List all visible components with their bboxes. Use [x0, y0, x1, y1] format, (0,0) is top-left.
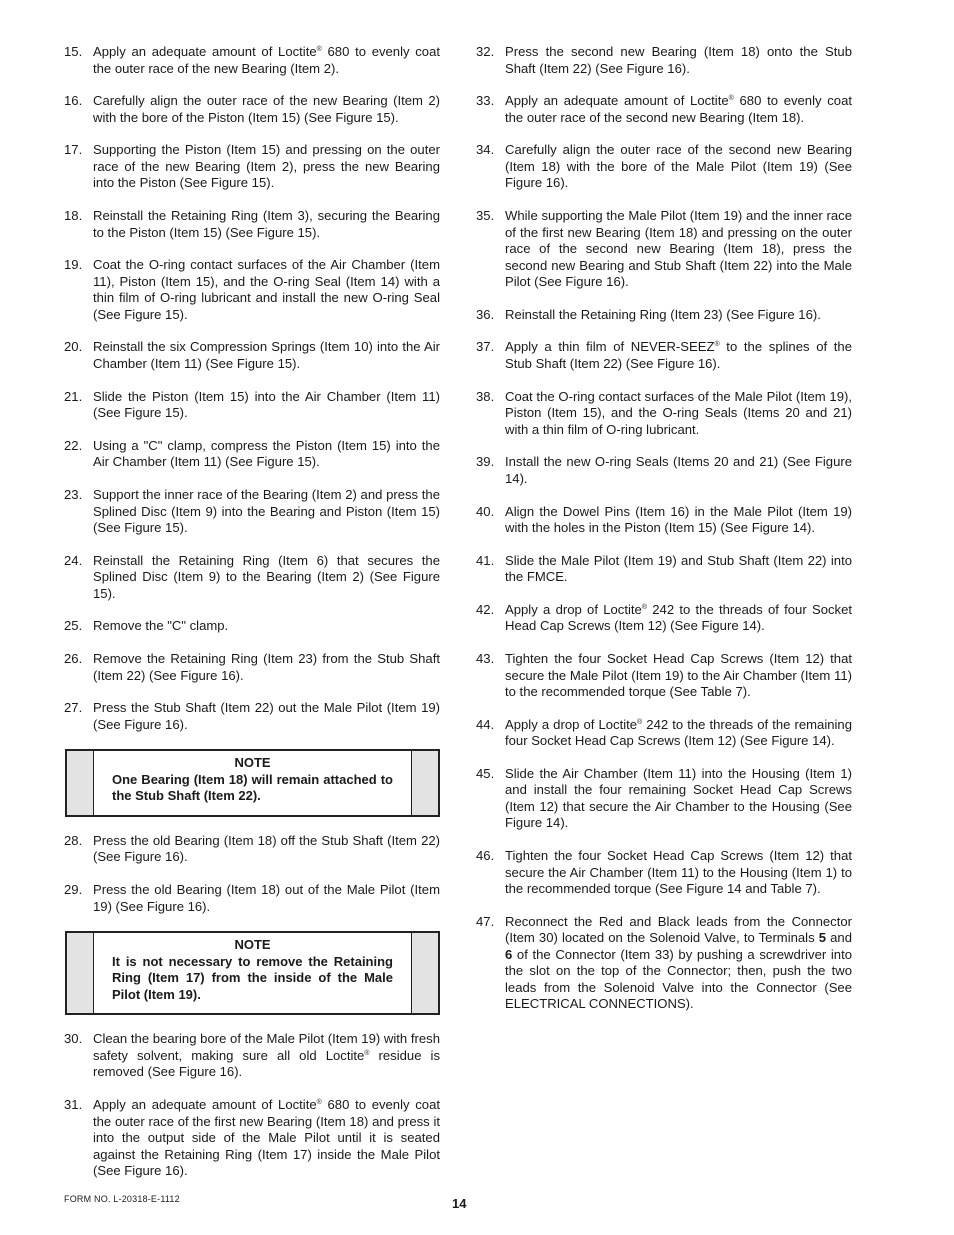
- instruction-step: [64, 142, 440, 192]
- note-title: NOTE: [234, 755, 271, 771]
- step-text: [93, 208, 440, 241]
- step-text: [505, 766, 852, 832]
- step-number: 42.: [476, 601, 495, 617]
- step-text: [505, 307, 852, 324]
- step-number: 21.: [64, 388, 83, 404]
- step-text: [505, 504, 852, 537]
- instruction-step: [64, 553, 440, 603]
- instruction-step: [64, 700, 440, 733]
- step-text: [93, 44, 440, 77]
- step-text-segment: Coat the O-ring contact surfaces of the Air Chamber (Item 11), Piston (Item 15), and the O-ring Seal (Item 14) with a thin film of O-ring lubricant and install the new O-ring Seal (See Figure 15).: [93, 257, 440, 322]
- registered-mark: ®: [637, 718, 643, 726]
- step-number: 37.: [476, 339, 495, 355]
- step-text-segment: Reinstall the six Compression Springs (Item 10) into the Air Chamber (Item 11) (See Figure 15).: [93, 339, 440, 371]
- instruction-step: [64, 339, 440, 372]
- step-text-segment: 680 to evenly coat the outer race of the new Bearing (Item 2).: [93, 44, 440, 76]
- note-body: [94, 751, 411, 815]
- step-text-segment: Align the Dowel Pins (Item 16) in the Male Pilot (Item 19) with the holes in the Piston (Item 15) (See Figure 14).: [505, 503, 852, 535]
- step-number: 28.: [64, 832, 83, 848]
- step-text: [93, 389, 440, 422]
- note-side-bar: [411, 751, 438, 815]
- step-number: 43.: [476, 651, 495, 667]
- step-number: 38.: [476, 388, 495, 404]
- step-number: 29.: [64, 882, 83, 898]
- step-text: [505, 142, 852, 192]
- step-number: 24.: [64, 552, 83, 568]
- step-text-segment: Carefully align the outer race of the new Bearing (Item 2) with the bore of the Piston (Item 15) (See Figure 15).: [93, 93, 440, 125]
- step-number: 18.: [64, 208, 83, 224]
- step-text-segment: 680 to evenly coat the outer race of the first new Bearing (Item 18) and press it into the output side of the Male Pilot until it is seated against the Retaining Ring (Item 17) inside the Male Pilot (See Figure 16).: [93, 1097, 440, 1178]
- step-text: [505, 208, 852, 291]
- step-text-segment: 242 to the threads of the remaining four Socket Head Cap Screws (Item 12) (See Figure 14).: [505, 716, 852, 749]
- note-box: [65, 931, 440, 1015]
- step-text-segment: Clean the bearing bore of the Male Pilot (Item 19) with fresh safety solvent, making sure all old Loctite: [93, 1031, 440, 1063]
- step-text-segment: Apply an adequate amount of Loctite: [93, 1097, 317, 1112]
- step-text: [505, 717, 852, 750]
- step-text: [505, 602, 852, 635]
- instruction-step: [64, 833, 440, 866]
- registered-mark: ®: [316, 46, 322, 53]
- step-text-segment: Reinstall the Retaining Ring (Item 3), securing the Bearing to the Piston (Item 15) (See Figure 15).: [93, 208, 440, 240]
- step-text: [93, 618, 440, 635]
- step-number: 19.: [64, 257, 83, 273]
- step-text: [93, 487, 440, 537]
- step-text: [505, 44, 852, 77]
- instruction-step: [476, 848, 852, 898]
- step-number: 34.: [476, 142, 495, 158]
- instruction-step: [64, 1097, 440, 1180]
- step-text-segment: Coat the O-ring contact surfaces of the Male Pilot (Item 19), Piston (Item 15), and the O-ring Seals (Items 20 and 21) with a thin film of O-ring lubricant.: [505, 388, 852, 437]
- registered-mark: ®: [714, 341, 720, 349]
- step-text: [505, 553, 852, 586]
- step-text-segment: residue is removed (See Figure 16).: [93, 1047, 441, 1080]
- note-title: NOTE: [234, 937, 271, 953]
- step-text-segment: to the splines of the Stub Shaft (Item 22) (See Figure 16).: [505, 339, 852, 371]
- step-number: 27.: [64, 700, 83, 716]
- note-side-bar: [67, 751, 94, 815]
- instruction-step: [476, 307, 852, 324]
- instruction-step: [476, 717, 852, 750]
- step-number: 32.: [476, 44, 495, 59]
- step-text-segment: Using a "C" clamp, compress the Piston (Item 15) into the Air Chamber (Item 11) (See Figure 15).: [93, 437, 440, 470]
- step-text-segment: Install the new O-ring Seals (Items 20 and 21) (See Figure 14).: [505, 454, 852, 486]
- step-number: 31.: [64, 1097, 83, 1112]
- step-text: [93, 93, 440, 126]
- instruction-step: [64, 208, 440, 241]
- note-side-bar: [411, 933, 438, 1013]
- instruction-step: [64, 257, 440, 323]
- note-box: [65, 749, 440, 817]
- step-text: [93, 700, 440, 733]
- step-text: [93, 1097, 440, 1180]
- right-column: [476, 44, 852, 1029]
- step-text-segment: Press the old Bearing (Item 18) off the Stub Shaft (Item 22) (See Figure 16).: [93, 832, 440, 865]
- step-text-segment: Support the inner race of the Bearing (Item 2) and press the Splined Disc (Item 9) into the Bearing and Piston (Item 15) (See Figure 15).: [93, 487, 440, 535]
- step-text-segment: Reinstall the Retaining Ring (Item 23) (See Figure 16).: [505, 306, 821, 322]
- step-text-segment: While supporting the Male Pilot (Item 19) and the inner race of the first new Bearing (Item 18) and pressing on the outer race of the second new Bearing (Item 18), press the second new Bearing and Stub Shaft (Item 22) into the Male Pilot (See Figure 16).: [505, 208, 852, 290]
- step-text: [505, 454, 852, 487]
- note-body: [94, 933, 411, 1013]
- step-text-segment: Reconnect the Red and Black leads from the Connector (Item 30) located on the Solenoid Valve, to Terminals: [505, 913, 852, 946]
- step-text-segment: Apply a drop of Loctite: [505, 601, 642, 617]
- step-text: [93, 651, 440, 684]
- step-text-segment: Press the second new Bearing (Item 18) onto the Stub Shaft (Item 22) (See Figure 16).: [505, 44, 852, 76]
- step-text: [505, 848, 852, 898]
- instruction-step: [476, 454, 852, 487]
- step-number: 26.: [64, 651, 83, 667]
- step-number: 25.: [64, 618, 83, 634]
- step-text-segment: and: [826, 930, 852, 946]
- step-text: [93, 438, 440, 471]
- form-number: FORM NO. L-20318-E-1112: [64, 1194, 180, 1204]
- instruction-step: [476, 389, 852, 439]
- instruction-step: [64, 1031, 440, 1081]
- instruction-step: [64, 487, 440, 537]
- instruction-step: [64, 882, 440, 915]
- step-text: [93, 1031, 440, 1081]
- instruction-step: [64, 438, 440, 471]
- registered-mark: ®: [641, 603, 647, 611]
- registered-mark: ®: [364, 1049, 370, 1057]
- instruction-step: [476, 602, 852, 635]
- note-text: One Bearing (Item 18) will remain attached to the Stub Shaft (Item 22).: [112, 771, 393, 804]
- step-text: [505, 651, 852, 701]
- step-text-segment: Apply an adequate amount of Loctite: [93, 44, 317, 59]
- step-text-segment: Remove the "C" clamp.: [93, 618, 229, 634]
- terminal-number: 6: [505, 946, 513, 962]
- step-text: [505, 914, 852, 1013]
- step-text: [93, 257, 440, 323]
- step-number: 20.: [64, 339, 83, 355]
- step-number: 47.: [476, 913, 495, 929]
- step-text-segment: Slide the Piston (Item 15) into the Air Chamber (Item 11) (See Figure 15).: [93, 388, 440, 421]
- step-number: 36.: [476, 306, 495, 322]
- instruction-step: [476, 93, 852, 126]
- step-text-segment: Remove the Retaining Ring (Item 23) from the Stub Shaft (Item 22) (See Figure 16).: [93, 651, 440, 683]
- step-text-segment: Supporting the Piston (Item 15) and pressing on the outer race of the new Bearing (Item 2), press the new Bearing into the Piston (See Figure 15).: [93, 142, 440, 191]
- instruction-step: [64, 618, 440, 635]
- left-column: [64, 44, 440, 1196]
- instruction-step: [476, 208, 852, 291]
- instruction-step: [476, 651, 852, 701]
- step-number: 22.: [64, 437, 83, 453]
- step-number: 23.: [64, 487, 83, 502]
- step-number: 40.: [476, 503, 495, 519]
- step-number: 15.: [64, 44, 83, 59]
- page-number: 14: [452, 1196, 467, 1211]
- instruction-step: [64, 389, 440, 422]
- step-number: 35.: [476, 208, 495, 224]
- step-text: [505, 339, 852, 372]
- step-number: 17.: [64, 142, 83, 158]
- step-text-segment: Slide the Male Pilot (Item 19) and Stub Shaft (Item 22) into the FMCE.: [505, 552, 852, 585]
- step-number: 39.: [476, 454, 495, 470]
- step-text-segment: Press the Stub Shaft (Item 22) out the Male Pilot (Item 19) (See Figure 16).: [93, 700, 440, 732]
- step-text-segment: Press the old Bearing (Item 18) out of the Male Pilot (Item 19) (See Figure 16).: [93, 882, 440, 914]
- step-number: 44.: [476, 716, 495, 732]
- instruction-step: [64, 93, 440, 126]
- step-text: [93, 553, 440, 603]
- step-number: 41.: [476, 552, 495, 568]
- step-text-segment: 680 to evenly coat the outer race of the second new Bearing (Item 18).: [505, 93, 852, 125]
- instruction-step: [476, 766, 852, 832]
- step-text-segment: Tighten the four Socket Head Cap Screws (Item 12) that secure the Male Pilot (Item 19) to the Air Chamber (Item 11) to the recommended torque (See Table 7).: [505, 651, 852, 700]
- note-side-bar: [67, 933, 94, 1013]
- instruction-step: [476, 914, 852, 1013]
- instruction-step: [476, 339, 852, 372]
- step-text-segment: Carefully align the outer race of the second new Bearing (Item 18) with the bore of the Male Pilot (Item 19) (See Figure 16).: [505, 142, 852, 191]
- step-text: [93, 833, 440, 866]
- step-number: 45.: [476, 765, 495, 781]
- step-text-segment: Apply a drop of Loctite: [505, 716, 638, 732]
- step-number: 16.: [64, 93, 83, 109]
- note-text: It is not necessary to remove the Retaining Ring (Item 17) from the inside of the Male Pilot (Item 19).: [112, 953, 393, 1002]
- instruction-step: [64, 651, 440, 684]
- step-text-segment: Tighten the four Socket Head Cap Screws (Item 12) that secure the Air Chamber (Item 11) to the Housing (Item 1) to the recommended torque (See Figure 14 and Table 7).: [505, 848, 852, 897]
- step-number: 46.: [476, 848, 495, 864]
- instruction-step: [476, 553, 852, 586]
- step-text-segment: of the Connector (Item 33) by pushing a screwdriver into the slot on the top of the Connector; then, push the two leads from the Solenoid Valve into the Connector (See ELECTRICAL CONNECTIONS).: [505, 946, 852, 1012]
- instruction-step: [476, 504, 852, 537]
- instruction-step: [476, 44, 852, 77]
- registered-mark: ®: [728, 95, 734, 103]
- step-text-segment: Slide the Air Chamber (Item 11) into the Housing (Item 1) and install the four remaining Socket Head Cap Screws (Item 12) that secure the Air Chamber to the Housing (See Figure 14).: [505, 765, 852, 831]
- step-text: [505, 389, 852, 439]
- step-text: [505, 93, 852, 126]
- step-text: [93, 142, 440, 192]
- terminal-number: 5: [818, 930, 827, 946]
- step-number: 30.: [64, 1031, 83, 1047]
- step-number: 33.: [476, 93, 495, 109]
- instruction-step: [476, 142, 852, 192]
- step-text-segment: Reinstall the Retaining Ring (Item 6) that secures the Splined Disc (Item 9) to the Bearing (Item 2) (See Figure 15).: [93, 552, 440, 601]
- step-text: [93, 882, 440, 915]
- step-text: [93, 339, 440, 372]
- step-text-segment: 242 to the threads of four Socket Head Cap Screws (Item 12) (See Figure 14).: [505, 601, 852, 634]
- registered-mark: ®: [316, 1099, 322, 1106]
- step-text-segment: Apply an adequate amount of Loctite: [505, 93, 729, 109]
- step-text-segment: Apply a thin film of NEVER-SEEZ: [505, 339, 715, 355]
- instruction-step: [64, 44, 440, 77]
